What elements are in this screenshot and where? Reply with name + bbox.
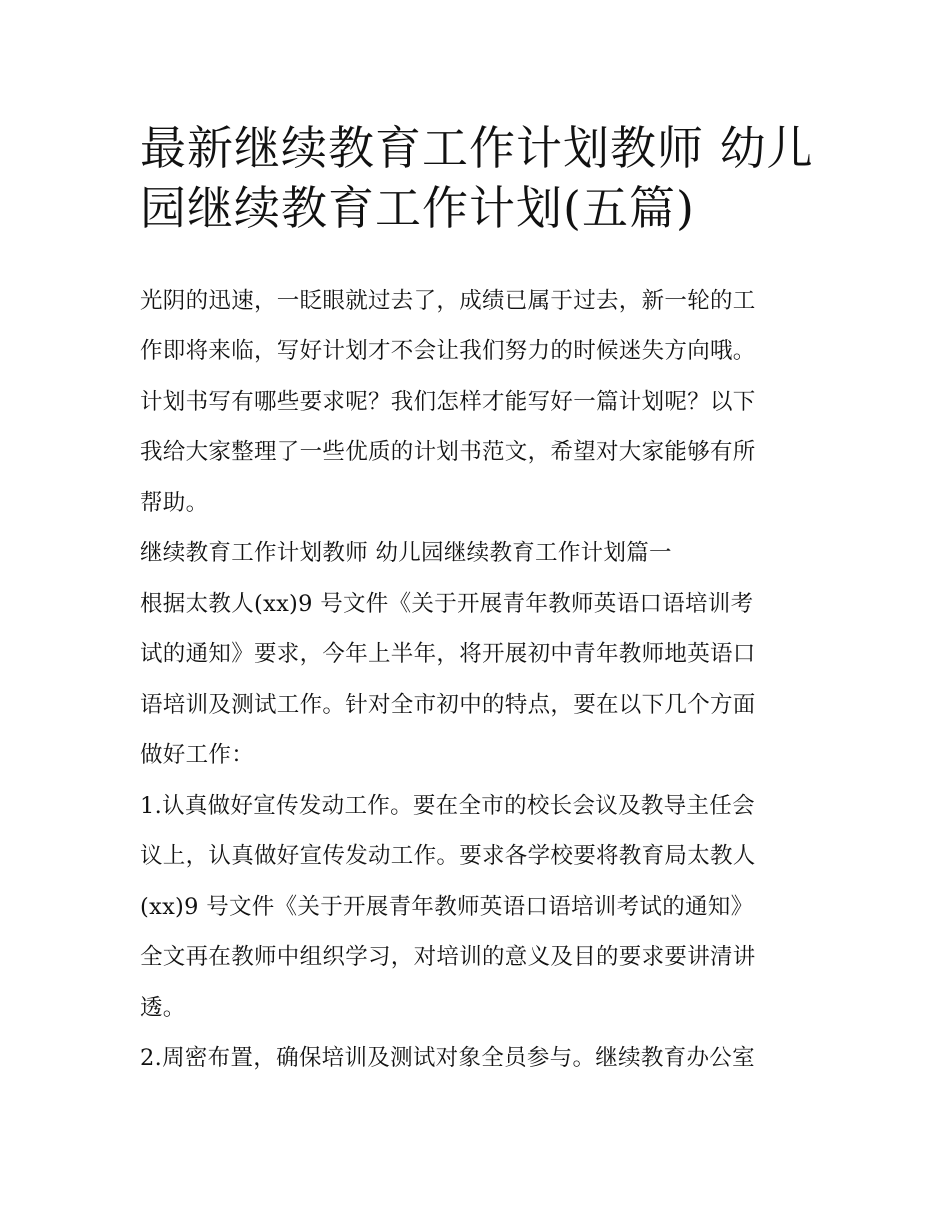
paragraph-line: 帮助。 [140, 490, 209, 516]
paragraph-line: 全文再在教师中组织学习，对培训的意义及目的要求要讲清讲 [140, 944, 756, 970]
paragraph-line: 我给大家整理了一些优质的计划书范文，希望对大家能够有所 [140, 439, 756, 465]
paragraph-line: 作即将来临，写好计划才不会让我们努力的时候迷失方向哦。 [140, 338, 756, 364]
paragraph-line: 根据太教人(xx)9 号文件《关于开展青年教师英语口语培训考 [140, 591, 754, 617]
paragraph-line: 光阴的迅速，一眨眼就过去了，成绩已属于过去，新一轮的工 [140, 288, 756, 314]
paragraph-line: 透。 [140, 995, 186, 1021]
paragraph-line: 做好工作： [140, 742, 255, 768]
paragraph-line: 试的通知》要求，今年上半年，将开展初中青年教师地英语口 [140, 641, 756, 667]
paragraph-line: 议上，认真做好宣传发动工作。要求各学校要将教育局太教人 [140, 843, 756, 869]
paragraph-line: 2.周密布置，确保培训及测试对象全员参与。继续教育办公室 [140, 1045, 755, 1071]
paragraph-line: (xx)9 号文件《关于开展青年教师英语口语培训考试的通知》 [140, 894, 754, 920]
paragraph-line: 1.认真做好宣传发动工作。要在全市的校长会议及教导主任会 [140, 793, 755, 819]
paragraph-line: 语培训及测试工作。针对全市初中的特点，要在以下几个方面 [140, 692, 756, 718]
section-heading: 继续教育工作计划教师 幼儿园继续教育工作计划篇一 [140, 540, 672, 566]
document-title: 最新继续教育工作计划教师 幼儿园继续教育工作计划(五篇) [140, 121, 814, 235]
paragraph-line: 计划书写有哪些要求呢？我们怎样才能写好一篇计划呢？以下 [140, 389, 756, 415]
